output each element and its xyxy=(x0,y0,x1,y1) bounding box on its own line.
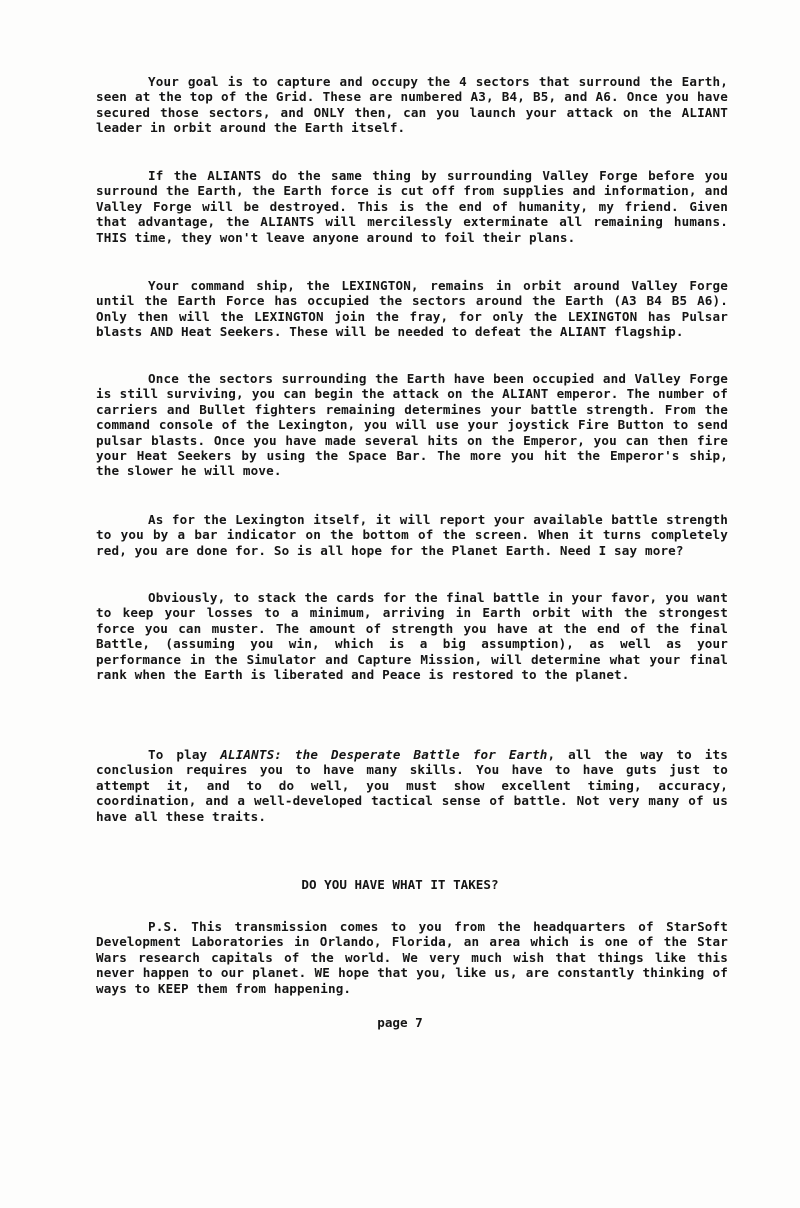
skills-lead-text: To play xyxy=(148,747,221,762)
paragraph-postscript: P.S. This transmission comes to you from the headquarters of StarSoft Development Laboratories in Orlando, Florida, an area which is one of the Star Wars research capitals of the world. We very much wish that things like this never happen to our planet. WE hope that you, like us, are constantly thinking of ways to KEEP them from happening. xyxy=(96,919,728,996)
paragraph-skills xyxy=(96,747,728,824)
page-number: page 7 xyxy=(377,1015,423,1030)
paragraph-emperor-attack: Once the sectors surrounding the Earth have been occupied and Valley Forge is still surviving, you can begin the attack on the ALIANT emperor. The number of carriers and Bullet fighters remaining determines your battle strength. From the command console of the Lexington, you will use your joystick Fire Button to send pulsar blasts. Once you have made several hits on the Emperor, you can then fire your Heat Seekers by using the Space Bar. The more you hit the Emperor's ship, the slower he will move. xyxy=(96,371,728,479)
paragraph-lexington: Your command ship, the LEXINGTON, remains in orbit around Valley Forge until the Earth Force has occupied the sectors around the Earth (A3 B4 B5 A6). Only then will the LEXINGTON join the fray, for only the LEXINGTON has Pulsar blasts AND Heat Seekers. These will be needed to defeat the ALIANT flagship. xyxy=(96,278,728,340)
paragraph-aliants-threat: If the ALIANTS do the same thing by surrounding Valley Forge before you surround the Earth, the Earth force is cut off from supplies and information, and Valley Forge will be destroyed. This is the end of humanity, my friend. Given that advantage, the ALIANTS will mercilessly exterminate all remaining humans. THIS time, they won't leave anyone around to foil their plans. xyxy=(96,168,728,245)
paragraph-goal: Your goal is to capture and occupy the 4 sectors that surround the Earth, seen at the top of the Grid. These are numbered A3, B4, B5, and A6. Once you have secured those sectors, and ONLY then, can you launch your attack on the ALIANT leader in orbit around the Earth itself. xyxy=(96,74,728,136)
paragraph-battle-strength: As for the Lexington itself, it will report your available battle strength to you by a bar indicator on the bottom of the screen. When it turns completely red, you are done for. So is all hope for the Planet Earth. Need I say more? xyxy=(96,512,728,558)
paragraph-final-battle: Obviously, to stack the cards for the final battle in your favor, you want to keep your losses to a minimum, arriving in Earth orbit with the strongest force you can muster. The amount of strength you have at the end of the final Battle, (assuming you win, which is a big assumption), as well as your performance in the Simulator and Capture Mission, will determine what your final rank when the Earth is liberated and Peace is restored to the planet. xyxy=(96,590,728,683)
game-title: ALIANTS: the Desperate Battle for Earth xyxy=(220,747,548,762)
section-heading: DO YOU HAVE WHAT IT TAKES? xyxy=(301,877,499,892)
skills-body-text: , all the way to its conclusion requires you to have many skills. You have to have guts just to attempt it, and to do well, you must show excellent timing, accuracy, coordination, and a well-developed tactical sense of battle. Not very many of us have all these traits. xyxy=(96,747,728,824)
